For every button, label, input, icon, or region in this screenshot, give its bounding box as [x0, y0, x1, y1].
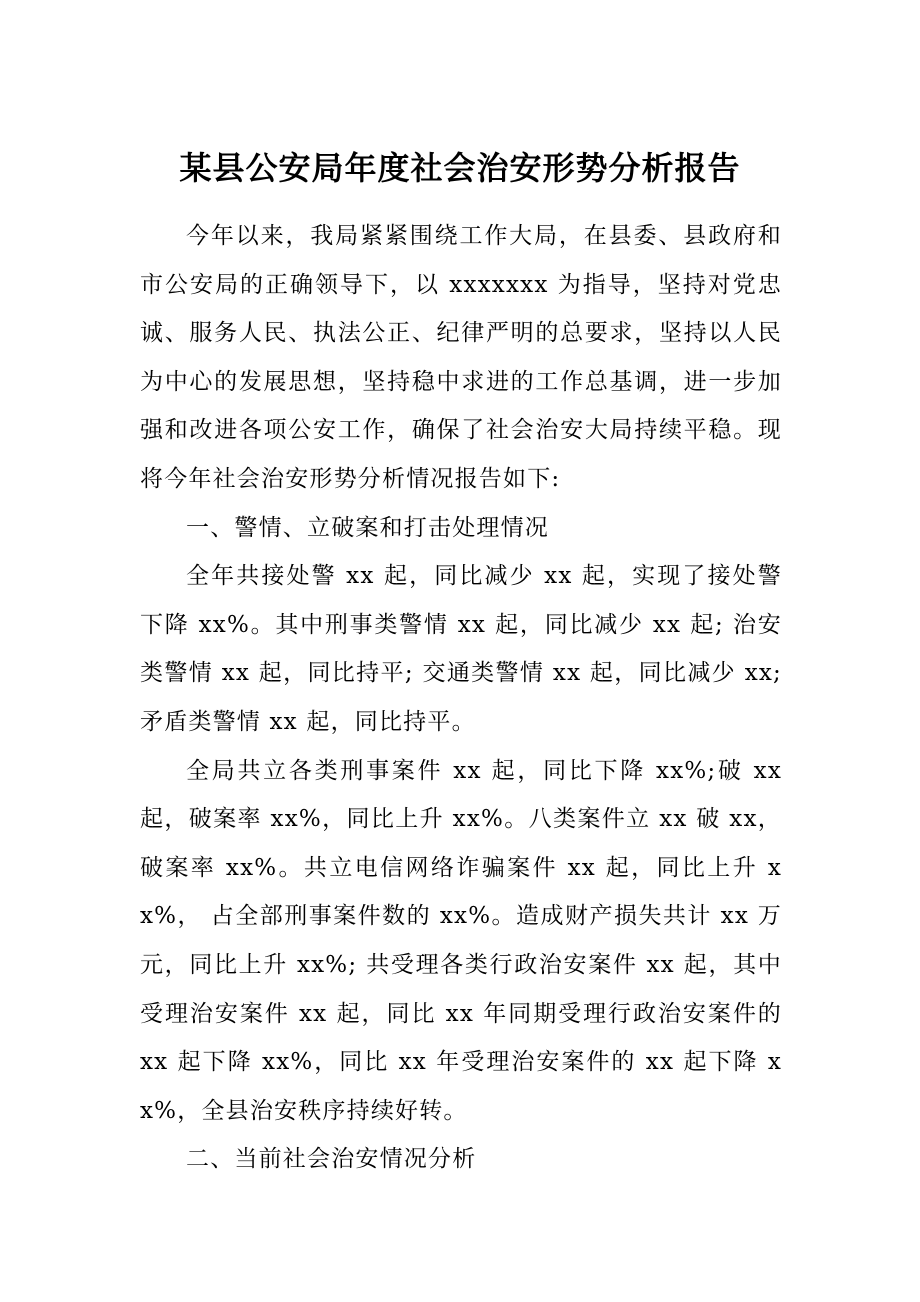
document-title: 某县公安局年度社会治安形势分析报告	[179, 149, 741, 187]
section-heading-1: 一、警情、立破案和打击处理情况	[186, 514, 549, 541]
case-stats-paragraph: 全局共立各类刑事案件 xx 起，同比下降 xx%;破 xx 起，破案率 xx%，同比上升 xx%。八类案件立 xx 破 xx，破案率 xx%。共立电信网络诈骗案件 xx 起，同比上升 xx%， 占全部刑事案件数的 xx%。造成财产损失共计 xx 万元，同比上升 xx%; 共受理各类行政治安案件 xx 起，其中受理治安案件 xx 起，同比 xx 年同期受理行政治安案件的 xx 起下降 xx%，同比 xx 年受理治安案件的 xx 起下降 xx%，全县治安秩序持续好转。	[140, 757, 782, 1124]
alarm-stats-paragraph: 全年共接处警 xx 起，同比减少 xx 起，实现了接处警下降 xx%。其中刑事类警情 xx 起，同比减少 xx 起; 治安类警情 xx 起，同比持平; 交通类警情 xx 起，同比减少 xx; 矛盾类警情 xx 起，同比持平。	[140, 563, 782, 735]
section-heading-2: 二、当前社会治安情况分析	[186, 1146, 477, 1173]
document-body	[140, 212, 782, 1184]
intro-paragraph: 今年以来，我局紧紧围绕工作大局，在县委、县政府和市公安局的正确领导下，以 xxxxxxx 为指导，坚持对党忠诚、服务人民、执法公正、纪律严明的总要求，坚持以人民为中心的发展思想，坚持稳中求进的工作总基调，进一步加强和改进各项公安工作，确保了社会治安大局持续平稳。现将今年社会治安形势分析情况报告如下:	[140, 223, 782, 492]
